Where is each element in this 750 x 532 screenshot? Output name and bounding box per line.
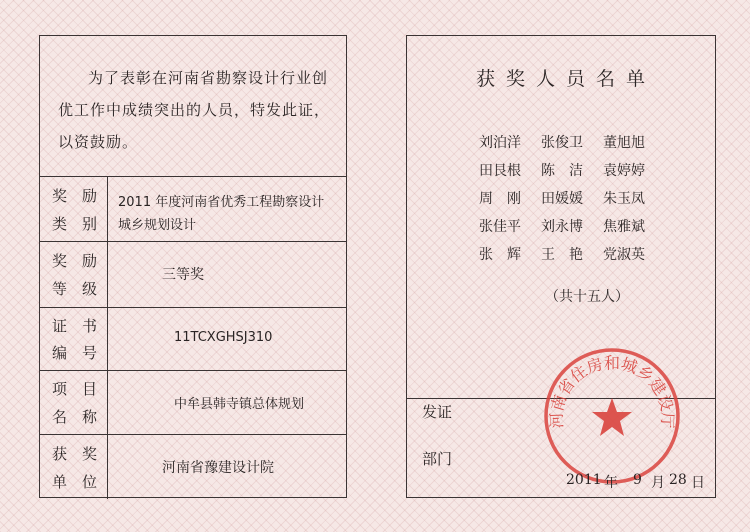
award-category-label: 奖 励 类 别 [40, 177, 108, 242]
award-level-row [40, 241, 346, 308]
certificate-number-row [40, 307, 346, 371]
names-row [479, 188, 679, 216]
award-level-value: 三等奖 [162, 267, 204, 283]
certificate-number-value: 11TCXGHSJ310 [174, 330, 273, 345]
winners-list-panel [406, 35, 716, 498]
winner-name: 田媛媛 [541, 191, 583, 207]
issue-date-day-char: 日 [691, 475, 705, 491]
issuer-label-line-1: 发证 [422, 403, 453, 421]
award-category-value: 2011 年度河南省优秀工程勘察设计 城乡规划设计 [118, 195, 325, 233]
winner-name: 周 刚 [479, 191, 521, 207]
issuer-label-line-2: 部门 [422, 450, 453, 468]
issue-date-year-char: 年 [604, 475, 618, 491]
winners-list-title: 获奖人员名单 [475, 68, 656, 90]
winner-name: 刘永博 [541, 219, 583, 235]
winner-name: 董旭旭 [603, 135, 645, 151]
official-seal-icon [542, 346, 682, 486]
names-row [479, 160, 679, 188]
project-name-row [40, 370, 346, 435]
winner-name: 张佳平 [479, 219, 521, 235]
seal-text: 河南省住房和城乡建设厅 [546, 353, 678, 429]
award-unit-label: 获 奖 单 位 [40, 435, 108, 499]
seal-star-icon [592, 398, 632, 436]
issue-date-month-char: 月 [651, 475, 665, 491]
winner-name: 王 艳 [541, 247, 583, 263]
winners-total: （共十五人） [545, 289, 629, 305]
winner-name: 刘泊洋 [479, 135, 521, 151]
issue-date-day: 28 [669, 472, 687, 488]
statement-line-1: 为了表彰在河南省勘察设计行业创 [88, 69, 329, 87]
issue-date-month: 9 [633, 472, 642, 488]
winner-name: 田艮根 [479, 163, 521, 179]
winner-name: 焦雅斌 [603, 219, 645, 235]
issue-date-year: 2011 [566, 472, 602, 488]
names-row [479, 244, 679, 272]
winner-name: 袁婷婷 [603, 163, 645, 179]
statement-line-2: 优工作中成绩突出的人员，特发此证， [58, 101, 331, 119]
winner-name: 朱玉凤 [603, 191, 645, 207]
award-details-panel [39, 35, 347, 498]
award-statement [40, 36, 346, 176]
statement-line-3: 以资鼓励。 [58, 133, 139, 151]
project-name-label: 项 目 名 称 [40, 371, 108, 435]
names-row [479, 132, 679, 160]
winners-names [479, 132, 679, 272]
winner-name: 张 辉 [479, 247, 521, 263]
certificate-number-label: 证 书 编 号 [40, 308, 108, 371]
winner-name: 党淑英 [603, 247, 645, 263]
winner-name: 陈 洁 [541, 163, 583, 179]
award-unit-row [40, 434, 346, 499]
award-unit-value: 河南省豫建设计院 [162, 460, 274, 476]
winner-name: 张俊卫 [541, 135, 583, 151]
award-level-label: 奖 励 等 级 [40, 242, 108, 308]
award-category-row [40, 176, 346, 242]
names-row [479, 216, 679, 244]
project-name-value: 中牟县韩寺镇总体规划 [174, 397, 305, 412]
